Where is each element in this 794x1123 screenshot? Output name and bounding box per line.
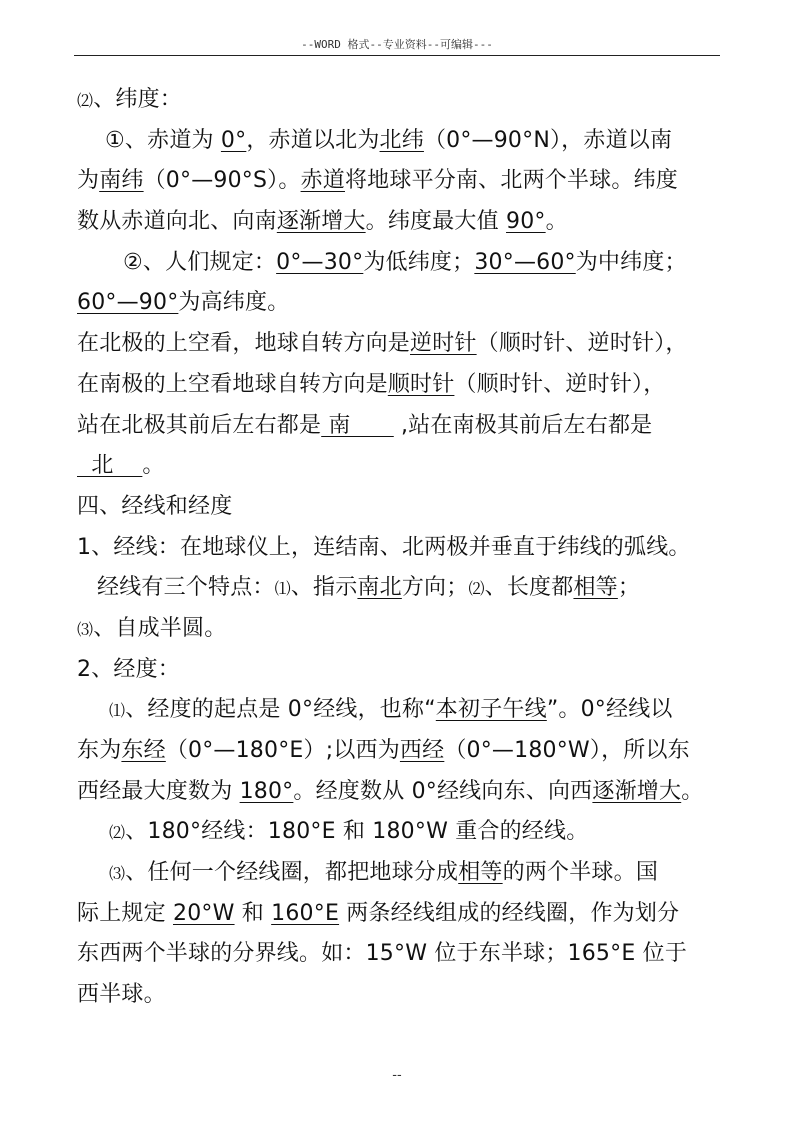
- text-segment: 、180°经线：180°E 和 180°W 重合的经线。: [125, 819, 589, 845]
- text-segment: ⑵: [468, 579, 485, 599]
- text-line: [77, 609, 725, 650]
- underlined-answer: 北纬: [379, 127, 424, 153]
- text-segment: 西半球。: [77, 982, 166, 1008]
- text-segment: 数从赤道向北、向南: [77, 209, 277, 235]
- text-segment: ⑴: [274, 579, 291, 599]
- underlined-answer: 30°—60°: [474, 249, 576, 275]
- text-segment: 四、经线和经度: [77, 493, 233, 519]
- text-segment: 东为: [77, 738, 122, 763]
- text-segment: 为低纬度；: [363, 249, 475, 275]
- underlined-answer: 0°—30°: [276, 249, 364, 275]
- underlined-answer: 180°: [239, 778, 294, 804]
- text-segment: 西经最大度数为: [77, 778, 240, 804]
- text-segment: ；: [617, 575, 641, 601]
- text-line: [77, 80, 725, 121]
- header-rule: [74, 55, 720, 56]
- text-segment: 为: [77, 168, 100, 194]
- text-segment: 。: [681, 778, 704, 804]
- text-line: [77, 243, 725, 284]
- underlined-answer: 南纬: [99, 168, 144, 194]
- underlined-answer: 逐渐增大: [276, 209, 366, 235]
- underlined-answer: 本初子午线: [435, 697, 547, 723]
- text-segment: ①、赤道为: [105, 127, 221, 153]
- text-segment: 1、经线：在地球仪上，连结南、北两极并垂直于纬线的弧线。: [77, 534, 691, 560]
- text-line: [77, 812, 725, 853]
- underlined-answer: 南: [321, 412, 394, 438]
- text-line: [77, 975, 725, 1016]
- text-line: [77, 365, 725, 406]
- text-segment: 。: [142, 453, 165, 479]
- page-header: --WORD 格式--专业资料--可编辑---: [301, 38, 493, 51]
- text-line: [77, 406, 725, 447]
- page-footer: --: [392, 1068, 402, 1083]
- text-line: [77, 528, 725, 569]
- text-segment: ⑵: [77, 91, 94, 110]
- text-segment: 为高纬度。: [178, 290, 290, 316]
- text-segment: 在北极的上空看，地球自转方向是: [77, 331, 411, 357]
- underlined-answer: 60°—90°: [77, 290, 179, 316]
- text-segment: 站在北极其前后左右都是: [77, 412, 322, 438]
- text-segment: 2、经度：: [77, 656, 180, 682]
- underlined-answer: 0°: [220, 127, 247, 153]
- text-segment: 为中纬度；: [575, 249, 687, 275]
- underlined-answer: 相等: [458, 860, 503, 886]
- underlined-answer: 90°: [506, 209, 546, 235]
- text-line: [77, 446, 725, 487]
- text-segment: 。: [545, 209, 568, 235]
- text-line: [77, 853, 725, 894]
- underlined-answer: 相等: [573, 575, 618, 601]
- text-segment: 、自成半圆。: [93, 615, 227, 641]
- text-segment: 东西两个半球的分界线。如：15°W 位于东半球；165°E 位于: [77, 941, 688, 967]
- text-segment: 经线有三个特点：: [97, 575, 275, 601]
- underlined-answer: 南北: [357, 575, 402, 601]
- text-line: [77, 894, 725, 935]
- text-line: [77, 121, 725, 162]
- text-segment: 的两个半球。国: [502, 860, 659, 886]
- text-segment: ,站在南极其前后左右都是: [393, 412, 653, 438]
- text-line: [77, 772, 725, 813]
- underlined-answer: 160°E: [271, 900, 340, 926]
- text-line: [77, 202, 725, 243]
- text-segment: （顺时针、逆时针），: [476, 331, 688, 357]
- text-segment: （0°—180°W），所以东: [444, 738, 690, 763]
- text-segment: 、纬度：: [93, 87, 183, 112]
- underlined-answer: 西经: [399, 738, 445, 763]
- text-line: [77, 568, 725, 609]
- text-line: [77, 934, 725, 975]
- underlined-answer: 逆时针: [410, 331, 477, 357]
- text-segment: ，赤道以北为: [246, 127, 380, 153]
- text-segment: 、经度的起点是 0°经线，也称“: [125, 697, 436, 723]
- underlined-answer: 北: [77, 453, 143, 479]
- text-segment: 。纬度最大值: [365, 209, 507, 235]
- underlined-answer: 20°W: [173, 900, 235, 926]
- text-line: [77, 324, 725, 365]
- text-segment: 方向；: [401, 575, 469, 601]
- text-segment: （0°—90°N），赤道以南: [423, 127, 673, 153]
- text-segment: 、任何一个经线圈，都把地球分成: [125, 860, 459, 886]
- text-segment: 两条经线组成的经线圈，作为划分: [339, 900, 680, 926]
- underlined-answer: 逐渐增大: [592, 778, 682, 804]
- text-segment: （0°—180°E）;以西为: [165, 738, 400, 763]
- text-segment: ⑴: [109, 701, 126, 721]
- underlined-answer: 顺时针: [387, 371, 455, 397]
- text-segment: ⑶: [77, 619, 94, 639]
- underlined-answer: 东经: [121, 738, 166, 763]
- text-segment: 。经度数从 0°经线向东、向西: [293, 778, 593, 804]
- text-segment: ”。0°经线以: [546, 697, 673, 723]
- text-segment: 和: [234, 900, 272, 926]
- document-body: [77, 80, 725, 1016]
- section-heading: [77, 487, 725, 528]
- text-segment: 将地球平分南、北两个半球。纬度: [344, 168, 678, 194]
- underlined-answer: 赤道: [300, 168, 345, 194]
- text-segment: 、指示: [290, 575, 358, 601]
- text-segment: ②、人们规定：: [123, 249, 277, 275]
- text-line: [77, 650, 725, 691]
- text-segment: 在南极的上空看地球自转方向是: [77, 371, 388, 397]
- text-line: [77, 283, 725, 324]
- text-segment: （0°—90°S）。: [143, 168, 301, 194]
- text-segment: 际上规定: [77, 900, 173, 926]
- text-line: [77, 731, 725, 772]
- text-line: [77, 161, 725, 202]
- text-segment: （顺时针、逆时针），: [454, 371, 666, 397]
- text-segment: ⑶: [109, 864, 126, 884]
- text-line: [77, 690, 725, 731]
- text-segment: 、长度都: [484, 575, 574, 601]
- text-segment: ⑵: [109, 823, 126, 843]
